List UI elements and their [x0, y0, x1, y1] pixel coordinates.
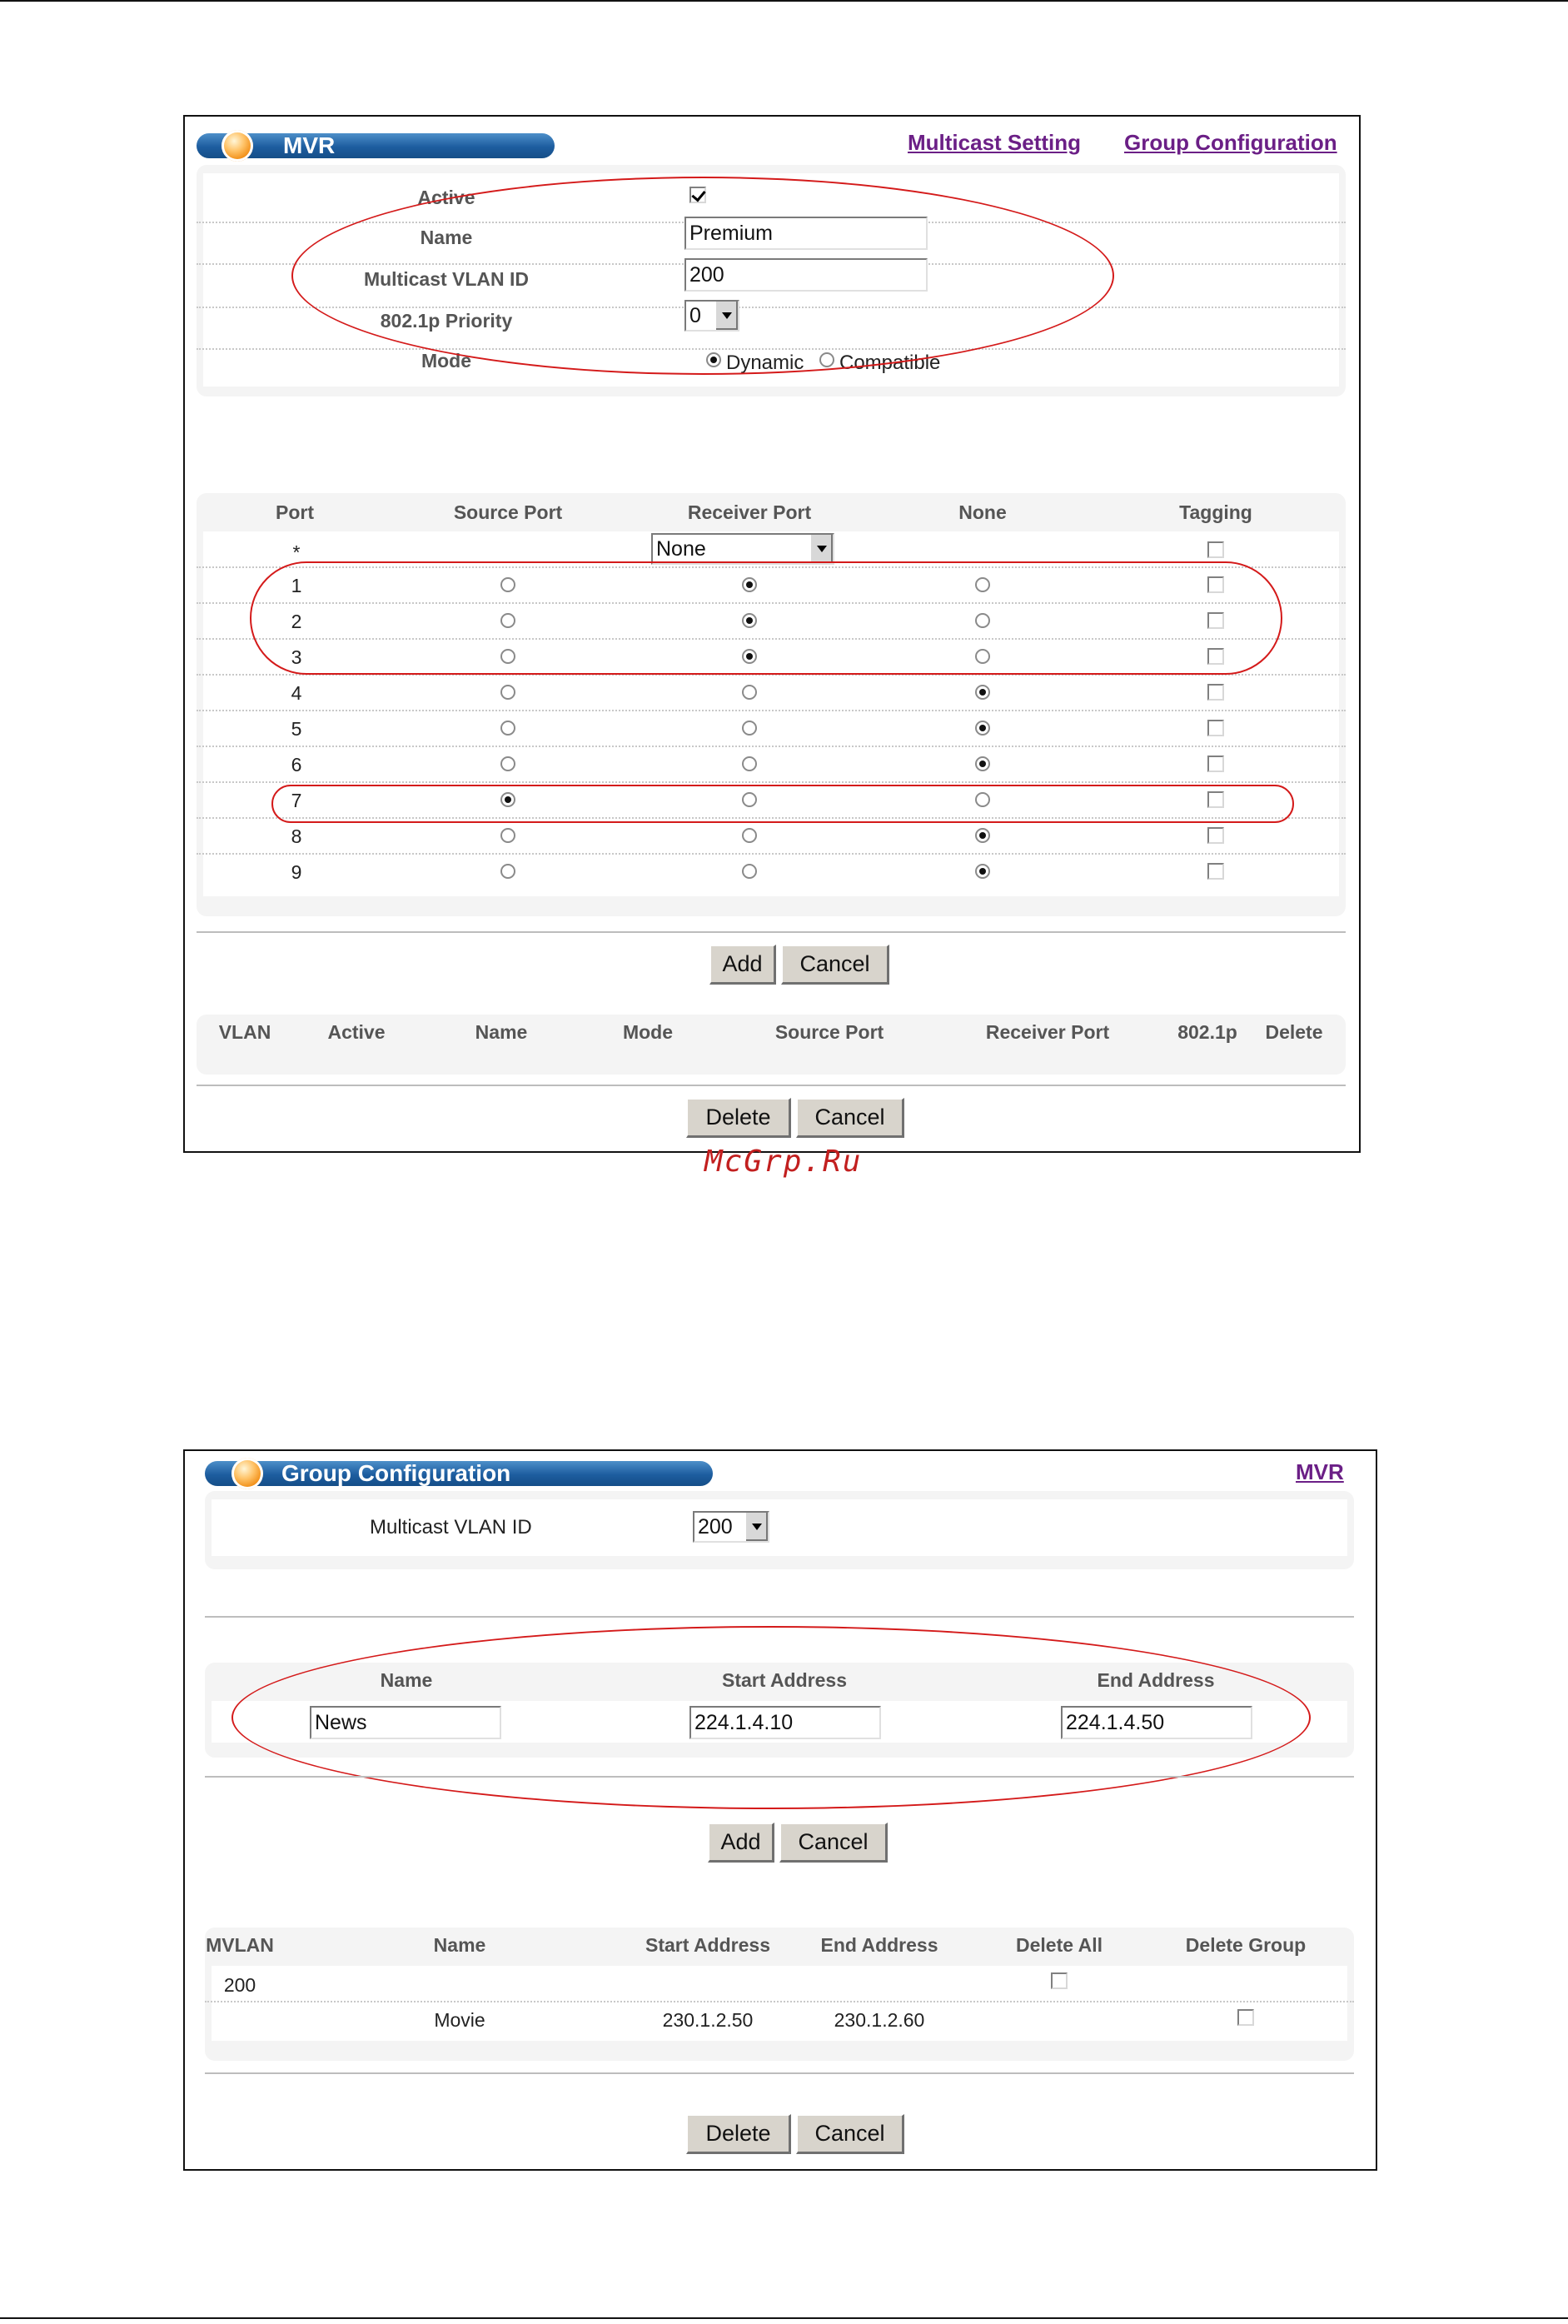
summary-source-port-header: Source Port [774, 1021, 884, 1043]
receiver-port-select-value: None [656, 537, 706, 561]
port-5-none-radio[interactable] [975, 721, 990, 736]
group-name-input[interactable]: News [310, 1706, 501, 1739]
summary-delete-header: Delete [1265, 1021, 1323, 1043]
port-9-receiver-radio[interactable] [742, 864, 757, 879]
port-number-6: 6 [291, 754, 302, 775]
divider [197, 1085, 1346, 1086]
none-header: None [958, 501, 1007, 523]
orb-icon [222, 130, 253, 162]
summary-receiver-port-header: Receiver Port [985, 1021, 1110, 1043]
port-number-9: 9 [291, 861, 302, 883]
multicast-setting-link[interactable]: Multicast Setting [908, 130, 1082, 155]
annotation-pill-port-7 [271, 785, 1294, 823]
entry-end-address-header: End Address [1097, 1669, 1215, 1691]
port-number-2: 2 [291, 611, 302, 632]
multicast-vlan-id-input[interactable]: 200 [684, 258, 928, 292]
mode-label: Mode [421, 350, 472, 372]
port-number-5: 5 [291, 718, 302, 740]
port-5-receiver-radio[interactable] [742, 721, 757, 736]
chevron-down-icon [745, 1513, 768, 1541]
port-number-4: 4 [291, 682, 302, 704]
port-8-source-radio[interactable] [500, 828, 515, 843]
cancel-button-2[interactable]: Cancel [796, 1098, 904, 1138]
group-cancel-button-2[interactable]: Cancel [796, 2114, 904, 2154]
port-6-tagging-checkbox[interactable] [1207, 756, 1224, 772]
row-divider [197, 781, 1346, 783]
mvlan-header: MVLAN [206, 1934, 274, 1956]
list-name-header: Name [433, 1934, 486, 1956]
entry-name-header: Name [380, 1669, 433, 1691]
priority-label: 802.1p Priority [380, 310, 513, 332]
multicast-vlan-id-select-value: 200 [698, 1515, 733, 1539]
group-add-button[interactable]: Add [708, 1823, 774, 1863]
vlan-select-form [205, 1491, 1354, 1569]
port-table [197, 493, 1346, 916]
group-config-title-bar [205, 1461, 713, 1486]
group-configuration-link[interactable]: Group Configuration [1124, 130, 1337, 155]
mvr-title: MVR [283, 132, 336, 158]
mvr-title-bar [197, 133, 555, 158]
summary-vlan-header: VLAN [218, 1021, 271, 1043]
start-address-input[interactable]: 224.1.4.10 [689, 1706, 881, 1739]
port-8-none-radio[interactable] [975, 828, 990, 843]
divider [205, 1776, 1354, 1778]
page-top-rule [0, 0, 1568, 2]
multicast-vlan-id-label-2: Multicast VLAN ID [370, 1516, 532, 1539]
port-6-none-radio[interactable] [975, 756, 990, 771]
orb-icon [231, 1458, 263, 1489]
add-button[interactable]: Add [709, 945, 776, 985]
mvr-link[interactable]: MVR [1296, 1459, 1344, 1484]
port-4-receiver-radio[interactable] [742, 685, 757, 700]
port-9-none-radio[interactable] [975, 864, 990, 879]
port-4-tagging-checkbox[interactable] [1207, 684, 1224, 701]
page-bottom-rule [0, 2317, 1568, 2319]
list-row-2-name: Movie [434, 2009, 485, 2031]
annotation-oval-settings [291, 177, 1114, 375]
summary-name-header: Name [475, 1021, 528, 1043]
delete-group-header: Delete Group [1185, 1934, 1307, 1956]
group-delete-button[interactable]: Delete [686, 2114, 791, 2154]
port-number-7: 7 [291, 790, 302, 811]
list-end-address-header: End Address [820, 1934, 938, 1956]
port-4-source-radio[interactable] [500, 685, 515, 700]
chevron-down-icon [810, 535, 833, 563]
name-input[interactable]: Premium [684, 217, 928, 250]
group-list-table [205, 1928, 1354, 2061]
mvr-summary-table [197, 1015, 1346, 1075]
port-8-receiver-radio[interactable] [742, 828, 757, 843]
mode-compatible-label: Compatible [839, 352, 941, 374]
row-divider [197, 746, 1346, 747]
row-divider [197, 853, 1346, 855]
delete-all-header: Delete All [1016, 1934, 1103, 1956]
port-9-tagging-checkbox[interactable] [1207, 863, 1224, 880]
multicast-vlan-id-select[interactable] [693, 1511, 769, 1543]
port-6-receiver-radio[interactable] [742, 756, 757, 771]
port-4-none-radio[interactable] [975, 685, 990, 700]
mvr-panel [183, 115, 1361, 1153]
source-port-header: Source Port [453, 501, 563, 523]
active-label: Active [417, 187, 475, 208]
name-label: Name [420, 227, 473, 248]
port-number-3: 3 [291, 646, 302, 668]
port-9-source-radio[interactable] [500, 864, 515, 879]
summary-active-header: Active [327, 1021, 386, 1043]
list-row-2-end: 230.1.2.60 [834, 2009, 925, 2031]
delete-all-checkbox[interactable] [1051, 1972, 1068, 1989]
group-cancel-button[interactable]: Cancel [779, 1823, 888, 1863]
port-number-1: 1 [291, 575, 302, 596]
receiver-port-select[interactable] [651, 533, 834, 565]
star-port-label: * [292, 541, 301, 563]
tagging-all-checkbox[interactable] [1207, 541, 1224, 558]
port-5-source-radio[interactable] [500, 721, 515, 736]
divider [205, 2072, 1354, 2074]
mode-dynamic-label: Dynamic [726, 352, 804, 374]
list-row-1-mvlan: 200 [223, 1974, 256, 1996]
watermark: McGrp.Ru [704, 1145, 863, 1179]
annotation-pill-ports-1-3 [250, 561, 1282, 675]
list-start-address-header: Start Address [645, 1934, 770, 1956]
port-5-tagging-checkbox[interactable] [1207, 720, 1224, 736]
summary-priority-header: 802.1p [1177, 1021, 1237, 1043]
row-divider [197, 710, 1346, 711]
tagging-header: Tagging [1179, 501, 1252, 523]
divider [197, 931, 1346, 933]
annotation-oval-group-entry [231, 1626, 1311, 1809]
port-number-8: 8 [291, 825, 302, 847]
cancel-button[interactable]: Cancel [781, 945, 889, 985]
receiver-port-header: Receiver Port [687, 501, 812, 523]
port-header: Port [276, 501, 314, 523]
summary-mode-header: Mode [622, 1021, 674, 1043]
list-row-2-start: 230.1.2.50 [662, 2009, 754, 2031]
port-8-tagging-checkbox[interactable] [1207, 827, 1224, 844]
port-6-source-radio[interactable] [500, 756, 515, 771]
priority-value: 0 [689, 304, 701, 327]
end-address-input[interactable]: 224.1.4.50 [1061, 1706, 1252, 1739]
delete-button[interactable]: Delete [686, 1098, 791, 1138]
multicast-vlan-id-label: Multicast VLAN ID [363, 268, 530, 290]
group-config-title: Group Configuration [281, 1460, 511, 1486]
entry-start-address-header: Start Address [722, 1669, 847, 1691]
divider [205, 1616, 1354, 1618]
group-configuration-panel [183, 1449, 1377, 2171]
delete-group-checkbox[interactable] [1237, 2009, 1254, 2026]
